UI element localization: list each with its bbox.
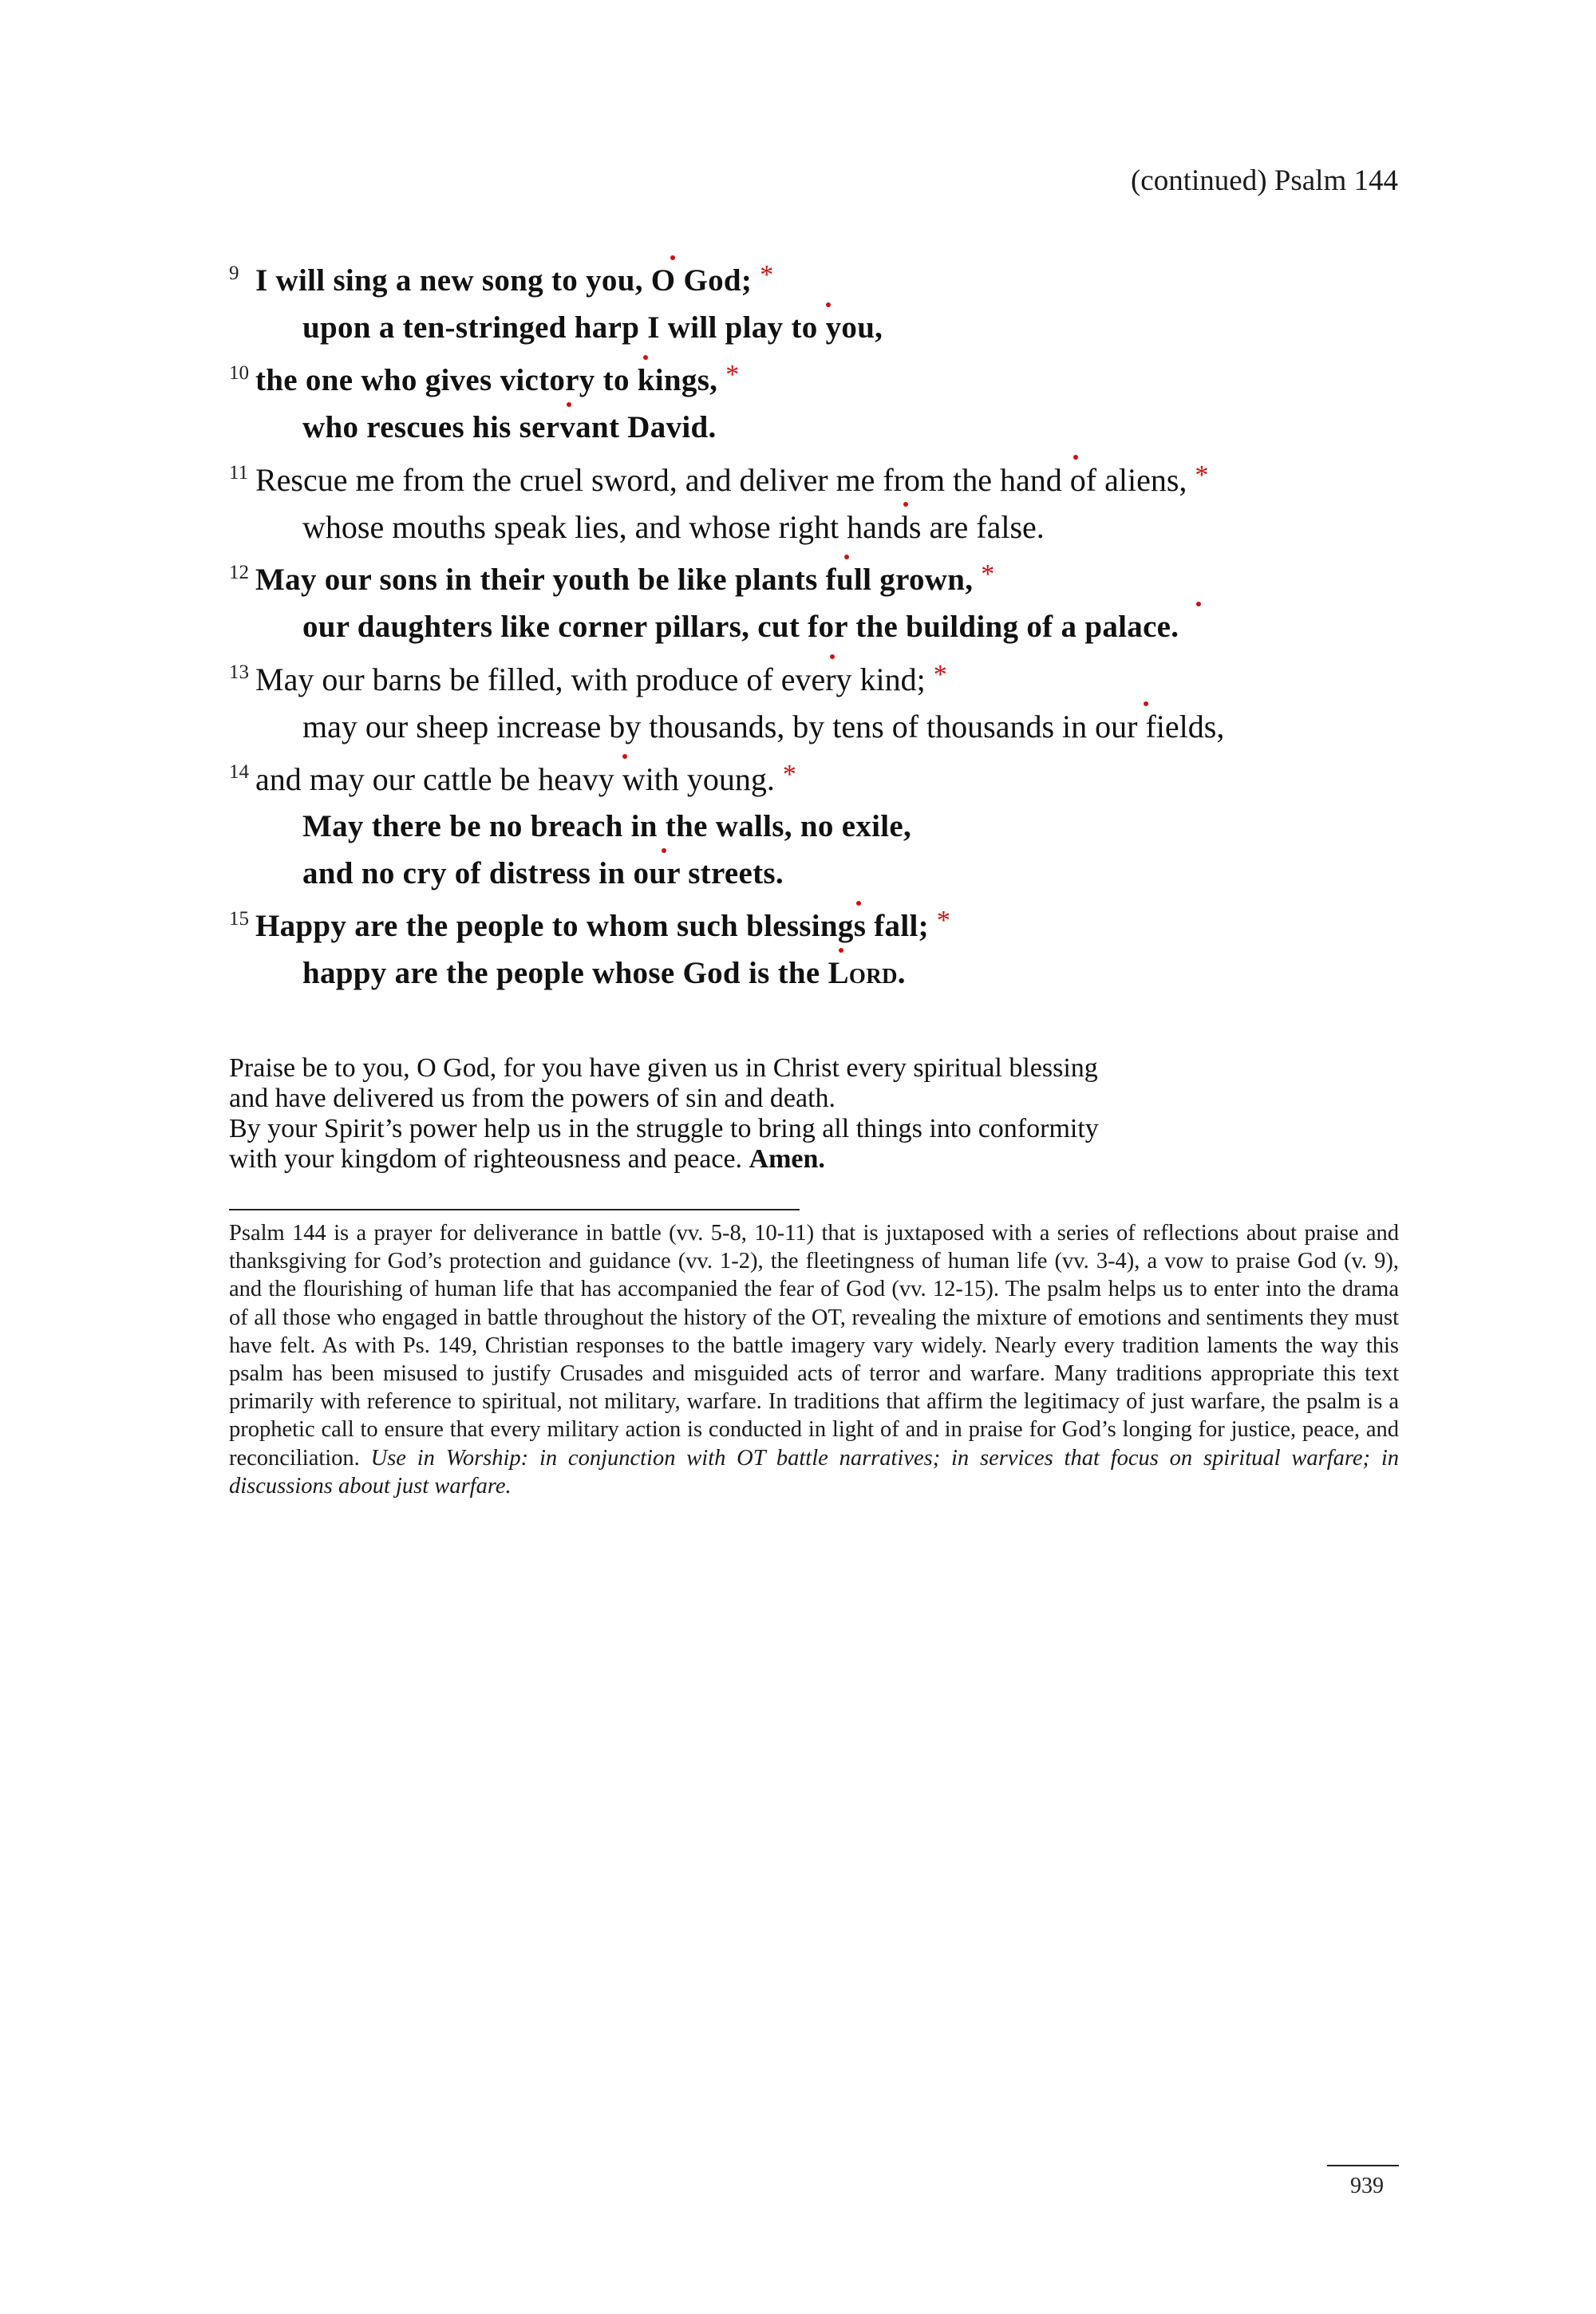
- line-text: who rescues his servant David.: [302, 410, 717, 444]
- psalm-line: [229, 456, 1426, 503]
- asterisk-mark: *: [936, 906, 951, 935]
- line-text: and may our cattle be heavy with young.: [255, 761, 775, 797]
- page-number-rule: [1327, 2165, 1399, 2166]
- line-text: Rescue me from the cruel sword, and deliver me from the hand of aliens,: [255, 462, 1187, 498]
- prayer-line-text: with your kingdom of righteousness and peace.: [229, 1144, 743, 1174]
- asterisk-mark: *: [782, 760, 796, 789]
- lord-small-caps: Lord: [828, 956, 898, 990]
- line-text: our daughters like corner pillars, cut for the building of a palace.: [302, 610, 1179, 644]
- asterisk-mark: *: [725, 360, 740, 389]
- asterisk-mark: *: [760, 260, 774, 290]
- footnote-divider: [229, 1209, 800, 1210]
- pointing-dot: [1144, 701, 1148, 706]
- psalm-line: [229, 756, 1426, 803]
- psalm-line: [229, 304, 1426, 351]
- asterisk-mark: *: [981, 559, 995, 589]
- psalm-line: [229, 950, 1426, 997]
- psalm-prayer: [229, 1053, 1426, 1175]
- page-number: 939: [1350, 2174, 1384, 2198]
- line-text: and no cry of distress in our streets.: [302, 856, 784, 890]
- pointing-dot: [643, 355, 648, 360]
- pointing-dot: [826, 302, 831, 307]
- psalm-line: [229, 656, 1426, 703]
- line-text: may our sheep increase by thousands, by tens of thousands in our fields,: [302, 709, 1225, 744]
- pointing-dot: [622, 754, 627, 759]
- psalm-line: [229, 503, 1426, 551]
- psalm-line: [229, 902, 1426, 950]
- running-header: (continued) Psalm 144: [1130, 164, 1398, 197]
- pointing-dot: [844, 555, 849, 559]
- line-text: May our barns be filled, with produce of every kind;: [255, 661, 926, 697]
- line-text: Happy are the people to whom such blessings fall;: [255, 909, 929, 943]
- verse-number: 15: [229, 908, 249, 930]
- psalm-line: [229, 803, 1426, 850]
- verse-number: 13: [229, 661, 249, 683]
- psalm-line: [229, 357, 1426, 404]
- commentary-note: [229, 1219, 1399, 1500]
- psalm-line: [229, 556, 1426, 603]
- pointing-dot: [567, 402, 571, 407]
- pointing-dot: [839, 948, 843, 953]
- verse-number: 14: [229, 761, 249, 783]
- psalm-text: [229, 257, 1426, 997]
- verse-number: 9: [229, 263, 239, 284]
- prayer-line: [229, 1144, 1426, 1175]
- prayer-line: By your Spirit’s power help us in the struggle to bring all things into conformity: [229, 1114, 1099, 1143]
- amen: Amen.: [749, 1144, 825, 1174]
- psalm-line: [229, 257, 1426, 304]
- line-text: May there be no breach in the walls, no exile,: [302, 809, 912, 843]
- line-text: the one who gives victory to kings,: [255, 363, 718, 397]
- pointing-dot: [1073, 455, 1078, 460]
- use-in-worship: Use in Worship: in conjunction with OT battle narratives; in services that focus on spiritual warfare; in discussions about just warfare.: [229, 1445, 1399, 1499]
- psalm-line: [229, 404, 1426, 451]
- line-text: whose mouths speak lies, and whose right hands are false.: [302, 509, 1045, 545]
- prayer-line: and have delivered us from the powers of sin and death.: [229, 1084, 836, 1113]
- verse-number: 10: [229, 362, 249, 384]
- note-body: Psalm 144 is a prayer for deliverance in battle (vv. 5-8, 10-11) that is juxtaposed with a series of reflections about praise and thanksgiving for God’s protection and guidance (vv. 1-2), the fleetingness of human life (vv. 3-4), a vow to praise God (v. 9), and the flourishing of human life that has accompanied the fear of God (vv. 12-15). The psalm helps us to enter into the drama of all those who engaged in battle throughout the history of the OT, revealing the mixture of emotions and sentiments they must have felt. As with Ps. 149, Christian responses to the battle imagery vary widely. Nearly every tradition laments the way this psalm has been misused to justify Crusades and misguided acts of terror and warfare. Many traditions appropriate this text primarily with reference to spiritual, not military, warfare. In traditions that affirm the legitimacy of just warfare, the psalm is a prophetic call to ensure that every military action is conducted in light of and in praise for God’s longing for justice, peace, and reconciliation.: [229, 1221, 1399, 1471]
- asterisk-mark: *: [933, 660, 947, 689]
- pointing-dot: [1196, 602, 1201, 606]
- psalm-line: [229, 703, 1426, 750]
- line-end: .: [897, 956, 906, 990]
- pointing-dot: [662, 848, 666, 853]
- verse-number: 12: [229, 562, 249, 583]
- pointing-dot: [670, 255, 675, 260]
- line-text: upon a ten-stringed harp I will play to you,: [302, 310, 883, 345]
- psalm-line: [229, 603, 1426, 650]
- line-text: happy are the people whose God is the: [302, 956, 828, 990]
- psalm-line: [229, 850, 1426, 897]
- pointing-dot: [903, 502, 908, 507]
- prayer-line: Praise be to you, O God, for you have given us in Christ every spiritual blessing: [229, 1053, 1098, 1083]
- asterisk-mark: *: [1195, 460, 1209, 490]
- verse-number: 11: [229, 462, 249, 484]
- line-text: May our sons in their youth be like plants full grown,: [255, 563, 974, 597]
- pointing-dot: [830, 654, 835, 659]
- line-text: I will sing a new song to you, O God;: [255, 263, 753, 298]
- pointing-dot: [856, 901, 861, 906]
